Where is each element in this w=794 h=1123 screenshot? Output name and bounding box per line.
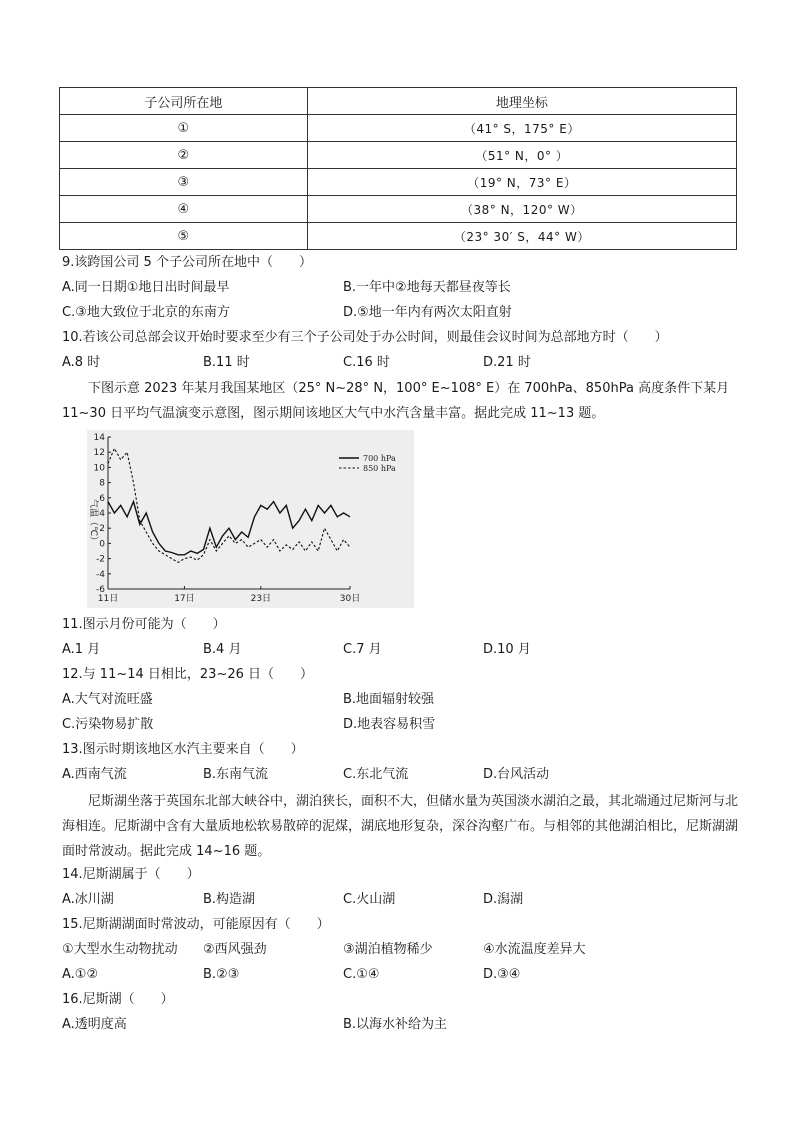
question-15-stem: 15.尼斯湖湖面时常波动，可能原因有（ ） — [62, 917, 330, 932]
question-16-stem: 16.尼斯湖（ ） — [62, 992, 174, 1007]
question-9-option-c: C.③地大致位于北京的东南方 — [62, 305, 230, 320]
question-11-option-d: D.10 月 — [483, 642, 531, 657]
y-tick-label: -4 — [96, 569, 105, 580]
question-14-option-c: C.火山湖 — [343, 892, 396, 907]
question-10-option-b: B.11 时 — [203, 355, 250, 370]
legend-label: 850 hPa — [363, 464, 396, 473]
y-tick-label: 0 — [99, 539, 105, 550]
question-12-option-c: C.污染物易扩散 — [62, 717, 154, 732]
table-row — [60, 196, 737, 223]
table-cell-coordinates: （38° N，120° W） — [307, 196, 736, 223]
question-11-option-c: C.7 月 — [343, 642, 382, 657]
passage-temperature: 下图示意 2023 年某月我国某地区（25° N~28° N，100° E~108° E）在 700hPa、850hPa 高度条件下某月 11~30 日平均气温演变示意图，图示期间该地区大气中水汽含量丰富。据此完成 11~13 题。 — [62, 381, 730, 421]
question-12-option-b: B.地面辐射较强 — [343, 692, 435, 707]
question-14-stem: 14.尼斯湖属于（ ） — [62, 867, 200, 882]
y-tick-label: -6 — [96, 585, 105, 595]
legend-label: 700 hPa — [363, 454, 396, 463]
y-tick-label: 4 — [99, 509, 105, 519]
x-tick-label: 11日 — [97, 594, 119, 604]
question-15-statement-2: ②西风强劲 — [203, 942, 267, 957]
passage-loch-ness: 尼斯湖坐落于英国东北部大峡谷中，湖泊狭长，面积不大，但储水量为英国淡水湖泊之最，其北端通过尼斯河与北海相连。尼斯湖中含有大量质地松软易散碎的泥煤，湖底地形复杂，深谷沟壑广布。与相邻的其他湖泊相比，尼斯湖湖面时常波动。据此完成 14~16 题。 — [62, 794, 739, 859]
table-row — [60, 115, 737, 142]
table-row — [60, 169, 737, 196]
question-13-option-b: B.东南气流 — [203, 767, 269, 782]
question-11-option-a: A.1 月 — [62, 642, 101, 657]
x-tick-label: 17日 — [174, 594, 195, 604]
temperature-chart-svg — [87, 430, 414, 608]
table-header-row — [60, 88, 737, 115]
question-15-statement-3: ③湖泊植物稀少 — [343, 942, 433, 957]
y-tick-label: -2 — [96, 554, 105, 565]
table-cell-coordinates: （41° S，175° E） — [307, 115, 736, 142]
question-16-option-b: B.以海水补给为主 — [343, 1017, 448, 1032]
question-16-option-a: A.透明度高 — [62, 1017, 127, 1032]
question-14-option-a: A.冰川湖 — [62, 892, 114, 907]
table-cell-location: ① — [60, 115, 308, 142]
table-cell-coordinates: （23° 30′ S，44° W） — [307, 223, 736, 250]
y-axis-label: 气温（℃） — [88, 498, 98, 546]
question-10-option-d: D.21 时 — [483, 355, 531, 370]
question-9-option-b: B.一年中②地每天都昼夜等长 — [343, 280, 511, 295]
question-10-option-c: C.16 时 — [343, 355, 390, 370]
question-12-stem: 12.与 11~14 日相比，23~26 日（ ） — [62, 667, 314, 682]
table-cell-location: ⑤ — [60, 223, 308, 250]
x-tick-label: 23日 — [250, 594, 272, 604]
x-tick-label: 30日 — [339, 594, 361, 604]
question-14-option-d: D.潟湖 — [483, 892, 524, 907]
table-header-coordinates: 地理坐标 — [307, 88, 736, 115]
question-15-statement-1: ①大型水生动物扰动 — [62, 942, 178, 957]
question-12-option-d: D.地表容易积雪 — [343, 717, 436, 732]
question-11-option-b: B.4 月 — [203, 642, 242, 657]
y-tick-label: 14 — [93, 433, 105, 443]
table-row — [60, 223, 737, 250]
question-11-stem: 11.图示月份可能为（ ） — [62, 617, 226, 632]
question-9-option-d: D.⑤地一年内有两次太阳直射 — [343, 305, 512, 320]
table-cell-location: ④ — [60, 196, 308, 223]
table-cell-coordinates: （51° N，0° ） — [307, 142, 736, 169]
question-13-option-d: D.台风活动 — [483, 767, 550, 782]
y-tick-label: 8 — [99, 478, 105, 489]
question-13-stem: 13.图示时期该地区水汽主要来自（ ） — [62, 742, 304, 757]
question-15-option-a: A.①② — [62, 967, 99, 982]
question-13-option-c: C.东北气流 — [343, 767, 409, 782]
question-15-option-c: C.①④ — [343, 967, 380, 982]
y-tick-label: 2 — [99, 524, 105, 535]
question-9-stem: 9.该跨国公司 5 个子公司所在地中（ ） — [62, 255, 312, 270]
question-14-option-b: B.构造湖 — [203, 892, 256, 907]
question-10-option-a: A.8 时 — [62, 355, 101, 370]
question-12-option-a: A.大气对流旺盛 — [62, 692, 153, 707]
question-10-stem: 10.若该公司总部会议开始时要求至少有三个子公司处于办公时间，则最佳会议时间为总部地方时（ ） — [62, 330, 668, 345]
table-cell-location: ② — [60, 142, 308, 169]
table-cell-coordinates: （19° N，73° E） — [307, 169, 736, 196]
y-tick-label: 6 — [99, 493, 105, 504]
series-line-850hpa — [108, 448, 350, 562]
temperature-chart — [87, 430, 414, 608]
coordinates-table — [59, 87, 737, 250]
question-13-option-a: A.西南气流 — [62, 767, 127, 782]
table-row — [60, 142, 737, 169]
table-cell-location: ③ — [60, 169, 308, 196]
question-15-option-b: B.②③ — [203, 967, 240, 982]
table-header-location: 子公司所在地 — [60, 88, 308, 115]
question-15-option-d: D.③④ — [483, 967, 521, 982]
question-15-statement-4: ④水流温度差异大 — [483, 942, 586, 957]
y-tick-label: 12 — [93, 448, 105, 459]
y-tick-label: 10 — [93, 463, 105, 474]
question-9-option-a: A.同一日期①地日出时间最早 — [62, 280, 230, 295]
